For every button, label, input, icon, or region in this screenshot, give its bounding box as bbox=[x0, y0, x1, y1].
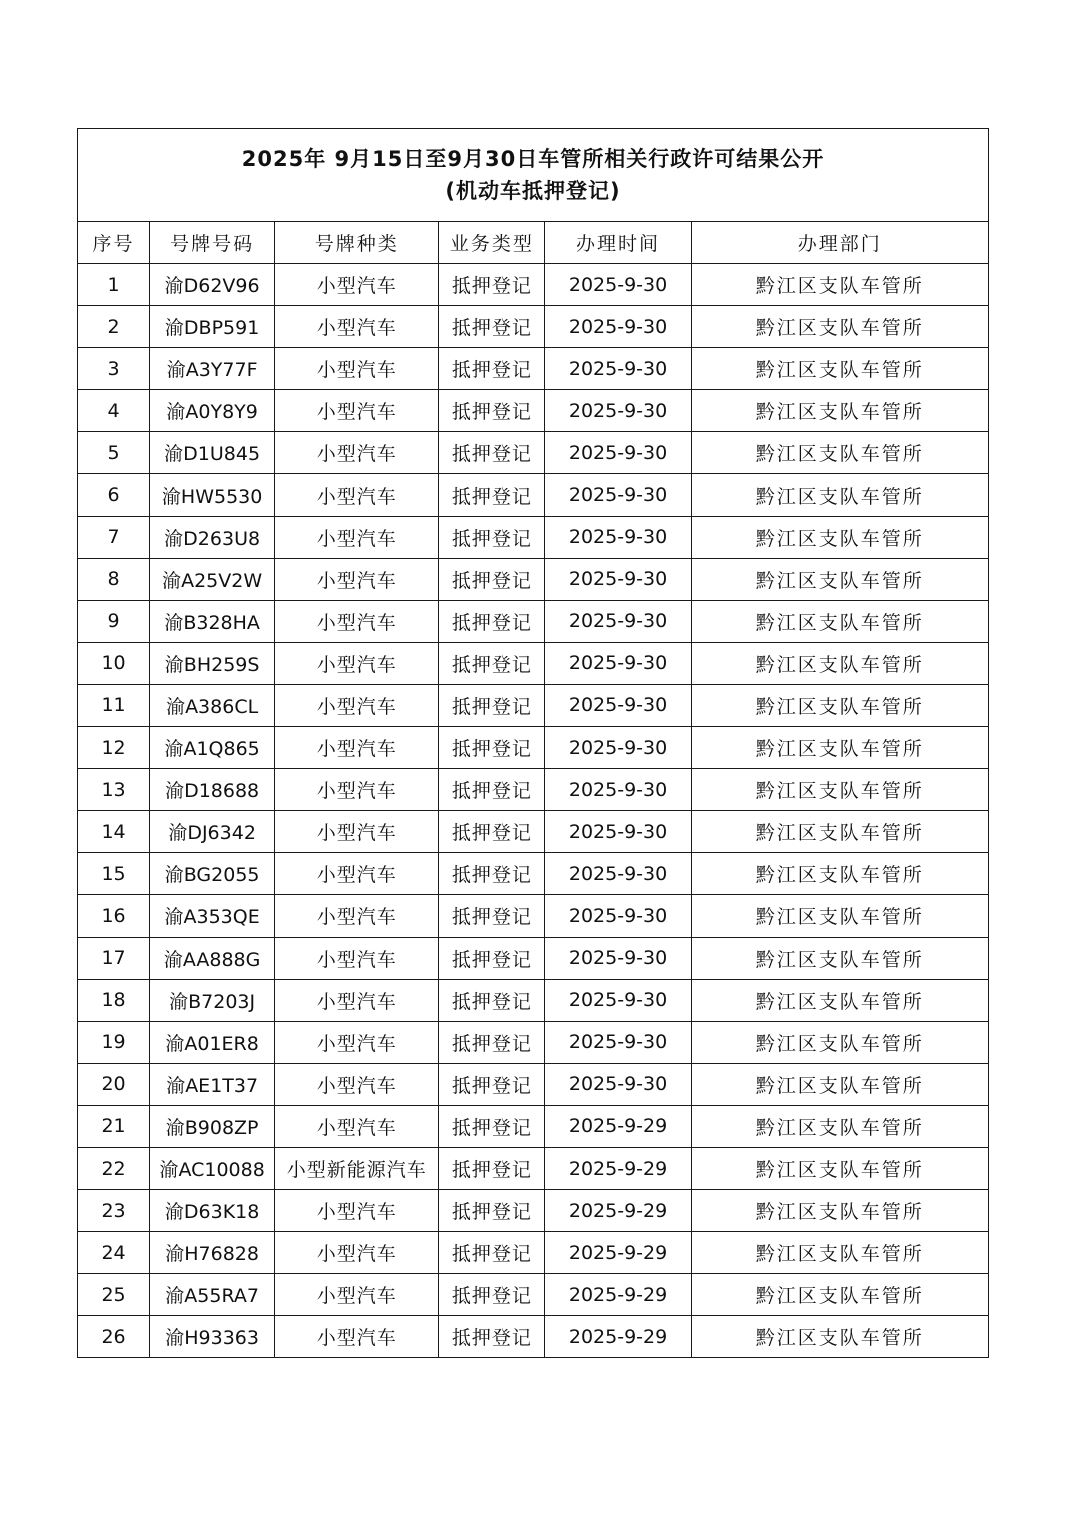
cell-process-date: 2025-9-30 bbox=[545, 1063, 691, 1105]
cell-seq: 21 bbox=[78, 1105, 150, 1147]
cell-business-type: 抵押登记 bbox=[439, 348, 545, 390]
cell-seq: 17 bbox=[78, 937, 150, 979]
cell-seq: 18 bbox=[78, 979, 150, 1021]
cell-department: 黔江区支队车管所 bbox=[691, 348, 988, 390]
cell-seq: 23 bbox=[78, 1190, 150, 1232]
header-plate-number: 号牌号码 bbox=[150, 222, 275, 264]
cell-plate-type: 小型汽车 bbox=[275, 558, 439, 600]
cell-business-type: 抵押登记 bbox=[439, 558, 545, 600]
title-line-1: 2025年 9月15日至9月30日车管所相关行政许可结果公开 bbox=[241, 147, 825, 171]
cell-department: 黔江区支队车管所 bbox=[691, 769, 988, 811]
cell-plate-number: 渝H93363 bbox=[150, 1316, 275, 1358]
cell-business-type: 抵押登记 bbox=[439, 1063, 545, 1105]
cell-process-date: 2025-9-30 bbox=[545, 727, 691, 769]
header-process-date: 办理时间 bbox=[545, 222, 691, 264]
cell-seq: 20 bbox=[78, 1063, 150, 1105]
cell-business-type: 抵押登记 bbox=[439, 895, 545, 937]
cell-process-date: 2025-9-30 bbox=[545, 937, 691, 979]
table-row bbox=[78, 390, 989, 432]
cell-plate-number: 渝A1Q865 bbox=[150, 727, 275, 769]
cell-plate-number: 渝B7203J bbox=[150, 979, 275, 1021]
table-row bbox=[78, 1190, 989, 1232]
cell-business-type: 抵押登记 bbox=[439, 979, 545, 1021]
table-row bbox=[78, 727, 989, 769]
cell-business-type: 抵押登记 bbox=[439, 264, 545, 306]
header-business-type: 业务类型 bbox=[439, 222, 545, 264]
cell-process-date: 2025-9-30 bbox=[545, 895, 691, 937]
cell-department: 黔江区支队车管所 bbox=[691, 474, 988, 516]
cell-plate-number: 渝H76828 bbox=[150, 1232, 275, 1274]
cell-plate-number: 渝HW5530 bbox=[150, 474, 275, 516]
table-row bbox=[78, 979, 989, 1021]
cell-seq: 7 bbox=[78, 516, 150, 558]
cell-seq: 22 bbox=[78, 1147, 150, 1189]
cell-department: 黔江区支队车管所 bbox=[691, 1274, 988, 1316]
cell-process-date: 2025-9-29 bbox=[545, 1274, 691, 1316]
cell-plate-type: 小型新能源汽车 bbox=[275, 1147, 439, 1189]
cell-department: 黔江区支队车管所 bbox=[691, 1190, 988, 1232]
cell-seq: 15 bbox=[78, 853, 150, 895]
cell-plate-type: 小型汽车 bbox=[275, 264, 439, 306]
cell-department: 黔江区支队车管所 bbox=[691, 811, 988, 853]
cell-business-type: 抵押登记 bbox=[439, 1105, 545, 1147]
cell-business-type: 抵押登记 bbox=[439, 1232, 545, 1274]
cell-department: 黔江区支队车管所 bbox=[691, 895, 988, 937]
cell-plate-type: 小型汽车 bbox=[275, 1105, 439, 1147]
cell-plate-type: 小型汽车 bbox=[275, 642, 439, 684]
cell-plate-type: 小型汽车 bbox=[275, 306, 439, 348]
cell-plate-type: 小型汽车 bbox=[275, 516, 439, 558]
cell-seq: 12 bbox=[78, 727, 150, 769]
cell-seq: 9 bbox=[78, 600, 150, 642]
cell-process-date: 2025-9-29 bbox=[545, 1190, 691, 1232]
cell-business-type: 抵押登记 bbox=[439, 811, 545, 853]
cell-process-date: 2025-9-29 bbox=[545, 1316, 691, 1358]
cell-business-type: 抵押登记 bbox=[439, 1190, 545, 1232]
table-row bbox=[78, 769, 989, 811]
cell-seq: 11 bbox=[78, 684, 150, 726]
cell-seq: 13 bbox=[78, 769, 150, 811]
table-row bbox=[78, 1274, 989, 1316]
cell-department: 黔江区支队车管所 bbox=[691, 979, 988, 1021]
cell-seq: 4 bbox=[78, 390, 150, 432]
cell-seq: 6 bbox=[78, 474, 150, 516]
table-row bbox=[78, 516, 989, 558]
header-seq: 序号 bbox=[78, 222, 150, 264]
cell-department: 黔江区支队车管所 bbox=[691, 937, 988, 979]
table-row bbox=[78, 474, 989, 516]
cell-seq: 25 bbox=[78, 1274, 150, 1316]
cell-plate-number: 渝D62V96 bbox=[150, 264, 275, 306]
document-title bbox=[78, 129, 989, 222]
table-row bbox=[78, 264, 989, 306]
cell-plate-number: 渝BG2055 bbox=[150, 853, 275, 895]
table-row bbox=[78, 558, 989, 600]
cell-plate-number: 渝A01ER8 bbox=[150, 1021, 275, 1063]
cell-plate-number: 渝AA888G bbox=[150, 937, 275, 979]
cell-plate-type: 小型汽车 bbox=[275, 600, 439, 642]
table-row bbox=[78, 600, 989, 642]
cell-plate-number: 渝A25V2W bbox=[150, 558, 275, 600]
cell-plate-number: 渝AC10088 bbox=[150, 1147, 275, 1189]
cell-business-type: 抵押登记 bbox=[439, 1274, 545, 1316]
table-row bbox=[78, 811, 989, 853]
cell-process-date: 2025-9-30 bbox=[545, 979, 691, 1021]
cell-business-type: 抵押登记 bbox=[439, 684, 545, 726]
cell-plate-number: 渝A55RA7 bbox=[150, 1274, 275, 1316]
cell-business-type: 抵押登记 bbox=[439, 853, 545, 895]
cell-process-date: 2025-9-30 bbox=[545, 684, 691, 726]
cell-department: 黔江区支队车管所 bbox=[691, 558, 988, 600]
cell-seq: 10 bbox=[78, 642, 150, 684]
cell-process-date: 2025-9-30 bbox=[545, 1021, 691, 1063]
cell-department: 黔江区支队车管所 bbox=[691, 1021, 988, 1063]
cell-process-date: 2025-9-29 bbox=[545, 1232, 691, 1274]
cell-business-type: 抵押登记 bbox=[439, 516, 545, 558]
cell-seq: 26 bbox=[78, 1316, 150, 1358]
cell-seq: 1 bbox=[78, 264, 150, 306]
cell-process-date: 2025-9-30 bbox=[545, 811, 691, 853]
cell-department: 黔江区支队车管所 bbox=[691, 684, 988, 726]
cell-plate-number: 渝DJ6342 bbox=[150, 811, 275, 853]
cell-process-date: 2025-9-30 bbox=[545, 769, 691, 811]
cell-process-date: 2025-9-29 bbox=[545, 1147, 691, 1189]
cell-plate-type: 小型汽车 bbox=[275, 811, 439, 853]
cell-plate-type: 小型汽车 bbox=[275, 684, 439, 726]
table-row bbox=[78, 306, 989, 348]
table-row bbox=[78, 432, 989, 474]
cell-plate-type: 小型汽车 bbox=[275, 348, 439, 390]
cell-plate-number: 渝D263U8 bbox=[150, 516, 275, 558]
cell-business-type: 抵押登记 bbox=[439, 1147, 545, 1189]
cell-department: 黔江区支队车管所 bbox=[691, 600, 988, 642]
cell-department: 黔江区支队车管所 bbox=[691, 264, 988, 306]
cell-department: 黔江区支队车管所 bbox=[691, 1105, 988, 1147]
cell-process-date: 2025-9-30 bbox=[545, 600, 691, 642]
cell-plate-type: 小型汽车 bbox=[275, 474, 439, 516]
cell-seq: 19 bbox=[78, 1021, 150, 1063]
header-department: 办理部门 bbox=[691, 222, 988, 264]
cell-business-type: 抵押登记 bbox=[439, 642, 545, 684]
cell-department: 黔江区支队车管所 bbox=[691, 853, 988, 895]
cell-process-date: 2025-9-30 bbox=[545, 390, 691, 432]
cell-process-date: 2025-9-30 bbox=[545, 642, 691, 684]
cell-business-type: 抵押登记 bbox=[439, 937, 545, 979]
cell-process-date: 2025-9-30 bbox=[545, 474, 691, 516]
cell-business-type: 抵押登记 bbox=[439, 474, 545, 516]
cell-seq: 14 bbox=[78, 811, 150, 853]
cell-plate-type: 小型汽车 bbox=[275, 1021, 439, 1063]
cell-plate-type: 小型汽车 bbox=[275, 1190, 439, 1232]
cell-seq: 2 bbox=[78, 306, 150, 348]
cell-department: 黔江区支队车管所 bbox=[691, 516, 988, 558]
cell-process-date: 2025-9-30 bbox=[545, 853, 691, 895]
cell-seq: 5 bbox=[78, 432, 150, 474]
cell-seq: 16 bbox=[78, 895, 150, 937]
table-row bbox=[78, 684, 989, 726]
cell-process-date: 2025-9-29 bbox=[545, 1105, 691, 1147]
cell-process-date: 2025-9-30 bbox=[545, 516, 691, 558]
table-row bbox=[78, 1063, 989, 1105]
cell-business-type: 抵押登记 bbox=[439, 306, 545, 348]
cell-department: 黔江区支队车管所 bbox=[691, 1316, 988, 1358]
cell-plate-type: 小型汽车 bbox=[275, 769, 439, 811]
cell-plate-type: 小型汽车 bbox=[275, 979, 439, 1021]
cell-department: 黔江区支队车管所 bbox=[691, 432, 988, 474]
cell-department: 黔江区支队车管所 bbox=[691, 306, 988, 348]
header-plate-type: 号牌种类 bbox=[275, 222, 439, 264]
cell-plate-number: 渝A353QE bbox=[150, 895, 275, 937]
cell-plate-number: 渝AE1T37 bbox=[150, 1063, 275, 1105]
title-line-2: (机动车抵押登记) bbox=[445, 179, 621, 203]
cell-department: 黔江区支队车管所 bbox=[691, 1232, 988, 1274]
cell-business-type: 抵押登记 bbox=[439, 432, 545, 474]
table-row bbox=[78, 1105, 989, 1147]
cell-business-type: 抵押登记 bbox=[439, 390, 545, 432]
cell-department: 黔江区支队车管所 bbox=[691, 727, 988, 769]
cell-seq: 8 bbox=[78, 558, 150, 600]
cell-seq: 3 bbox=[78, 348, 150, 390]
cell-plate-type: 小型汽车 bbox=[275, 937, 439, 979]
cell-plate-number: 渝B328HA bbox=[150, 600, 275, 642]
cell-plate-type: 小型汽车 bbox=[275, 1063, 439, 1105]
cell-plate-number: 渝A3Y77F bbox=[150, 348, 275, 390]
cell-business-type: 抵押登记 bbox=[439, 600, 545, 642]
cell-department: 黔江区支队车管所 bbox=[691, 1147, 988, 1189]
cell-business-type: 抵押登记 bbox=[439, 1316, 545, 1358]
cell-plate-type: 小型汽车 bbox=[275, 1274, 439, 1316]
cell-plate-number: 渝DBP591 bbox=[150, 306, 275, 348]
table-header-row bbox=[78, 222, 989, 264]
table-row bbox=[78, 895, 989, 937]
cell-business-type: 抵押登记 bbox=[439, 769, 545, 811]
cell-plate-type: 小型汽车 bbox=[275, 853, 439, 895]
cell-plate-number: 渝D1U845 bbox=[150, 432, 275, 474]
cell-process-date: 2025-9-30 bbox=[545, 348, 691, 390]
cell-plate-type: 小型汽车 bbox=[275, 1232, 439, 1274]
cell-process-date: 2025-9-30 bbox=[545, 306, 691, 348]
cell-plate-number: 渝A386CL bbox=[150, 684, 275, 726]
cell-plate-type: 小型汽车 bbox=[275, 727, 439, 769]
cell-business-type: 抵押登记 bbox=[439, 1021, 545, 1063]
table-body bbox=[78, 264, 989, 1358]
table-row bbox=[78, 348, 989, 390]
cell-plate-number: 渝D18688 bbox=[150, 769, 275, 811]
cell-department: 黔江区支队车管所 bbox=[691, 1063, 988, 1105]
table-row bbox=[78, 642, 989, 684]
cell-plate-number: 渝BH259S bbox=[150, 642, 275, 684]
table-row bbox=[78, 1147, 989, 1189]
cell-plate-number: 渝A0Y8Y9 bbox=[150, 390, 275, 432]
cell-plate-number: 渝B908ZP bbox=[150, 1105, 275, 1147]
cell-department: 黔江区支队车管所 bbox=[691, 390, 988, 432]
cell-process-date: 2025-9-30 bbox=[545, 264, 691, 306]
table-row bbox=[78, 1021, 989, 1063]
table-row bbox=[78, 1232, 989, 1274]
cell-department: 黔江区支队车管所 bbox=[691, 642, 988, 684]
cell-plate-type: 小型汽车 bbox=[275, 432, 439, 474]
cell-seq: 24 bbox=[78, 1232, 150, 1274]
cell-plate-number: 渝D63K18 bbox=[150, 1190, 275, 1232]
cell-process-date: 2025-9-30 bbox=[545, 432, 691, 474]
cell-plate-type: 小型汽车 bbox=[275, 1316, 439, 1358]
cell-business-type: 抵押登记 bbox=[439, 727, 545, 769]
table-row bbox=[78, 853, 989, 895]
mortgage-registration-table bbox=[77, 128, 989, 1358]
cell-plate-type: 小型汽车 bbox=[275, 895, 439, 937]
cell-plate-type: 小型汽车 bbox=[275, 390, 439, 432]
table-row bbox=[78, 1316, 989, 1358]
cell-process-date: 2025-9-30 bbox=[545, 558, 691, 600]
table-row bbox=[78, 937, 989, 979]
